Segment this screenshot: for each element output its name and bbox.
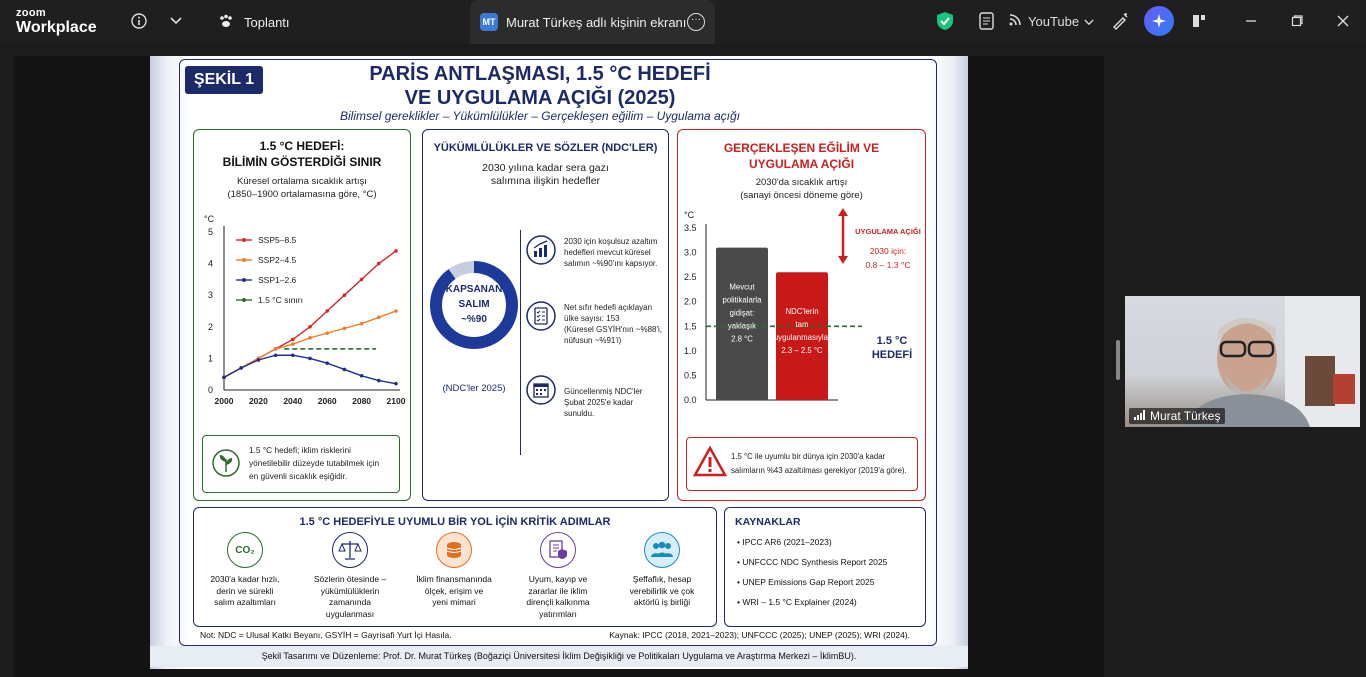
data-point xyxy=(360,278,364,282)
data-point xyxy=(325,331,329,335)
critical-steps-box xyxy=(193,507,717,627)
warning-box xyxy=(686,437,918,491)
sources-box xyxy=(724,507,926,627)
data-point xyxy=(377,316,381,320)
bar-label: yaklaşık xyxy=(727,321,757,331)
bar-label: gidişat: xyxy=(729,308,755,318)
slide-subtitle: Bilimsel gereklikler – Yükümlülükler – Gerçekleşen eğilim – Uygulama açığı xyxy=(340,109,740,123)
panel-1-5-target xyxy=(193,129,411,501)
y-axis-unit: °C xyxy=(684,210,695,220)
youtube-stream-button[interactable] xyxy=(1008,10,1092,32)
scales-icon xyxy=(332,532,368,568)
captions-icon[interactable] xyxy=(976,10,998,32)
list-item: • IPCC AR6 (2021–2023) xyxy=(737,537,832,547)
gap-value: 2030 için: 0.8 – 1.3 °C xyxy=(865,246,911,270)
divider xyxy=(520,230,521,455)
source-note: Kaynak: IPCC (2018, 2021–2023); UNFCCC (2025); UNEP (2025); WRI (2024). xyxy=(609,630,910,640)
bar-label: politikalarla xyxy=(722,295,762,305)
annotate-icon[interactable] xyxy=(1109,10,1131,32)
info-box xyxy=(202,435,400,493)
gap-arrow-head-down xyxy=(838,256,848,264)
data-point xyxy=(394,309,398,313)
legend-label: SSP1–2.6 xyxy=(258,275,297,285)
calendar-icon xyxy=(525,374,557,411)
shared-slide xyxy=(150,56,968,669)
x-tick-label: 2060 xyxy=(317,396,337,406)
panel-title: YÜKÜMLÜLÜKLER VE SÖZLER (NDC'LER) xyxy=(433,142,658,154)
data-point xyxy=(222,376,226,380)
panel-title: GERÇEKLEŞEN EĞİLİM VE UYGULAMA AÇIĞI xyxy=(723,141,880,171)
step-emissions: CO₂ 2030'a kadar hızlı, derin ve sürekli salım azaltımları xyxy=(199,532,291,609)
bar-label: 2.3 – 2.5 °C xyxy=(781,346,823,356)
plant-icon xyxy=(211,448,241,483)
data-point xyxy=(291,338,295,342)
data-point xyxy=(325,309,329,313)
y-tick-label: 3.0 xyxy=(684,247,697,258)
warning-text: 1.5 °C ile uyumlu bir dünya için 2030'a kadar salımların %43 azaltılması gerekiyor (2019'a göre). xyxy=(731,452,907,475)
y-tick-label: 1.0 xyxy=(684,345,697,356)
y-tick-label: 5 xyxy=(208,227,214,237)
signal-icon xyxy=(1134,409,1146,423)
donut-caption: (NDC'ler 2025) xyxy=(442,383,506,394)
bar-label: tam xyxy=(795,320,809,330)
people-icon xyxy=(644,532,680,568)
tab-share-label: Murat Türkeş adlı kişinin ekranı xyxy=(506,14,687,30)
y-tick-label: 3 xyxy=(208,290,214,301)
y-tick-label: 1 xyxy=(208,353,214,364)
legend-label: SSP5–8.5 xyxy=(258,235,297,245)
sources-list xyxy=(737,532,887,612)
temperature-bar-chart xyxy=(678,208,923,433)
y-tick-label: 4 xyxy=(208,258,214,269)
gap-title: UYGULAMA AÇIĞI xyxy=(855,227,921,236)
data-point xyxy=(343,368,347,372)
y-tick-label: 2 xyxy=(208,321,214,332)
x-tick-label: 2000 xyxy=(214,396,234,406)
data-point xyxy=(308,336,312,340)
y-tick-label: 2.0 xyxy=(684,296,697,307)
minimize-icon[interactable] xyxy=(1240,10,1262,32)
ai-companion-icon[interactable] xyxy=(1144,6,1174,36)
y-tick-label: 0.0 xyxy=(684,395,697,405)
youtube-label: YouTube xyxy=(1028,13,1080,29)
data-point xyxy=(343,293,347,297)
bar-label: 2.8 °C xyxy=(731,334,753,344)
shield-list-icon xyxy=(540,532,576,568)
panel-title: 1.5 °C HEDEFİ: BİLİMİN GÖSTERDİĞİ SINIR xyxy=(222,139,382,169)
title-bar xyxy=(0,0,1366,44)
ndc-item-2: Net sıfır hedefi açıklayan ülke sayısı: 153 (Küresel GSYİH'nın ~%88'i, nüfusun ~%91'i) xyxy=(564,303,662,345)
zoom-logo: zoom Workplace xyxy=(16,7,97,36)
legend-marker xyxy=(242,238,246,242)
more-options-icon[interactable]: ··· xyxy=(687,13,705,31)
data-point xyxy=(308,325,312,329)
panel-desc: 2030 yılına kadar sera gazı salımına ilişkin hedefler xyxy=(482,162,609,187)
data-point xyxy=(343,327,347,331)
maximize-icon[interactable] xyxy=(1286,10,1308,32)
share-avatar: MT xyxy=(480,13,498,31)
ndc-item-3: Güncellenmiş NDC'ler Şubat 2025'e kadar sunuldu. xyxy=(564,387,643,418)
data-point xyxy=(325,361,329,365)
participant-name-tag: Murat Türkeş xyxy=(1129,408,1225,424)
x-tick-label: 2040 xyxy=(283,396,303,406)
participant-video[interactable] xyxy=(1125,296,1360,427)
shield-check-icon[interactable] xyxy=(934,10,956,32)
tab-meeting[interactable] xyxy=(218,0,290,44)
panel-implementation-gap xyxy=(677,129,926,501)
y-tick-label: 2.5 xyxy=(684,272,697,283)
sources-title: KAYNAKLAR xyxy=(735,516,801,528)
data-point xyxy=(360,322,364,326)
y-tick-label: 0 xyxy=(208,385,214,395)
slide-title: PARİS ANTLAŞMASI, 1.5 °C HEDEFİ VE UYGULAMA AÇIĞI (2025) xyxy=(369,63,711,109)
data-point xyxy=(377,379,381,383)
list-item: • UNFCCC NDC Synthesis Report 2025 xyxy=(737,557,888,567)
data-point xyxy=(239,366,243,370)
data-point xyxy=(377,262,381,266)
bar-label: NDC'lerin xyxy=(785,307,819,317)
step-transparency: Şeffaflık, hesap verebilirlik ve çok aktörlü iş birliği xyxy=(616,532,708,609)
list-item: • WRI – 1.5 °C Explainer (2024) xyxy=(737,597,857,607)
warning-icon xyxy=(693,446,727,483)
tab-meeting-label: Toplantı xyxy=(244,14,290,30)
coins-icon xyxy=(436,532,472,568)
co2-icon: CO₂ xyxy=(227,532,263,568)
credits: Şekil Tasarımı ve Düzenleme: Prof. Dr. Murat Türkeş (Boğaziçi Üniversitesi İklim Değişikliği ve Politikaları Uygulama ve Araştırma Merkezi – İklimBU). xyxy=(150,646,968,667)
data-point xyxy=(394,249,398,253)
steps-title: 1.5 °C HEDEFİYLE UYUMLU BİR YOL İÇİN KRİTİK ADIMLAR xyxy=(299,516,611,528)
data-point xyxy=(394,382,398,386)
abbreviation-note: Not: NDC = Ulusal Katkı Beyanı, GSYİH = Gayrisafi Yurt İçi Hasıla. xyxy=(200,630,452,640)
panel-ndc xyxy=(422,129,669,501)
y-tick-label: 0.5 xyxy=(684,370,697,381)
data-point xyxy=(308,357,312,361)
series-line xyxy=(224,311,396,377)
info-text: 1.5 °C hedefi; iklim risklerini yönetilebilir düzeyde tutabilmek için en güvenli sıcaklık eşiğidir. xyxy=(249,445,380,481)
legend-marker xyxy=(242,278,246,282)
ndc-item-1: 2030 için koşulsuz azaltım hedefleri mevcut küresel salımın ~%90'ını kapsıyor. xyxy=(564,237,658,268)
side-panel-icon[interactable] xyxy=(1188,10,1210,32)
tab-screen-share[interactable] xyxy=(470,0,715,44)
temperature-line-chart xyxy=(194,210,409,425)
panel-desc: 2030'da sıcaklık artışı (sanayi öncesi döneme göre) xyxy=(740,177,863,201)
broadcast-icon xyxy=(1008,13,1022,30)
chevron-down-icon xyxy=(1084,14,1094,29)
y-tick-label: 1.5 xyxy=(684,321,697,332)
data-point xyxy=(257,358,261,362)
data-point xyxy=(291,353,295,357)
paw-icon xyxy=(218,13,234,32)
chart-icon xyxy=(525,234,557,271)
legend-marker xyxy=(242,298,246,302)
data-point xyxy=(291,342,295,346)
y-tick-label: 3.5 xyxy=(684,223,697,233)
donut-label: KAPSANAN SALIM ~%90 xyxy=(445,284,503,325)
step-finance: İklim finansmanında ölçek, erişim ve yeni mimari xyxy=(408,532,500,609)
panel-desc: Küresel ortalama sıcaklık artışı (1850–1900 ortalamasına göre, °C) xyxy=(227,176,377,200)
data-point xyxy=(360,374,364,378)
close-icon[interactable] xyxy=(1332,10,1354,32)
bar-label: uygulanmasıyla: xyxy=(773,333,831,343)
x-tick-label: 2100 xyxy=(386,396,406,406)
chevron-down-icon[interactable] xyxy=(165,10,187,32)
gap-arrow-head-up xyxy=(838,208,848,216)
x-tick-label: 2080 xyxy=(352,396,372,406)
panel-resize-handle[interactable] xyxy=(1116,340,1120,380)
step-implementation: Sözlerin ötesinde – yükümlülüklerin zamanında uygulanması xyxy=(304,532,396,620)
checklist-icon xyxy=(525,300,557,337)
legend-marker xyxy=(242,258,246,262)
bar-label: Mevcut xyxy=(729,282,755,292)
data-point xyxy=(274,347,278,351)
y-axis-unit: °C xyxy=(204,214,215,224)
target-label: 1.5 °C HEDEFİ xyxy=(871,335,913,361)
list-item: • UNEP Emissions Gap Report 2025 xyxy=(737,577,875,587)
legend-label: SSP2–4.5 xyxy=(258,255,297,265)
x-tick-label: 2020 xyxy=(248,396,268,406)
data-point xyxy=(274,353,278,357)
figure-label: ŞEKİL 1 xyxy=(185,66,263,94)
info-icon[interactable] xyxy=(128,10,150,32)
step-adaptation: Uyum, kayıp ve zararlar ile iklim dirençli kalkınma yatırımları xyxy=(512,532,604,620)
legend-label: 1.5 °C sınırı xyxy=(258,295,303,305)
